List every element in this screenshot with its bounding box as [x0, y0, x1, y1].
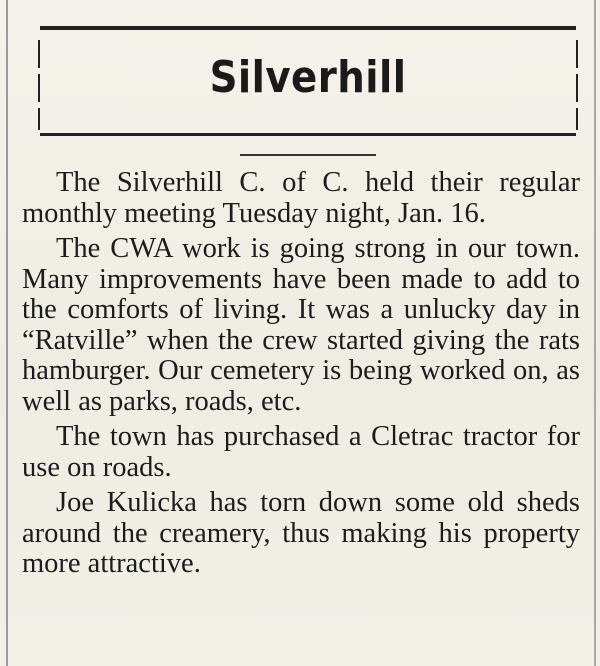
article-body	[22, 168, 580, 585]
paragraph-cletrac-tractor: The town has purchased a Cletrac tractor for use on roads.	[22, 421, 580, 483]
column-rule-right	[594, 0, 596, 666]
paragraph-meeting: The Silverhill C. of C. held their regular monthly meeting Tuesday night, Jan. 16.	[22, 167, 580, 229]
headline-box	[40, 26, 576, 136]
paragraph-kulicka-sheds: Joe Kulicka has torn down some old sheds around the creamery, thus making his property more attractive.	[22, 487, 580, 579]
headline-box-right-rule	[576, 40, 578, 130]
headline-box-left-rule	[38, 40, 40, 130]
column-rule-left	[6, 0, 8, 666]
headline-divider	[240, 154, 376, 156]
headline: Silverhill	[209, 52, 407, 103]
paragraph-cwa-work: The CWA work is going strong in our town. Many improvements have been made to add to the comforts of living. It was a unlucky day in “Ratville” when the crew started giving the rats hamburger. Our cemetery is being worked on, as well as parks, roads, etc.	[22, 233, 580, 417]
